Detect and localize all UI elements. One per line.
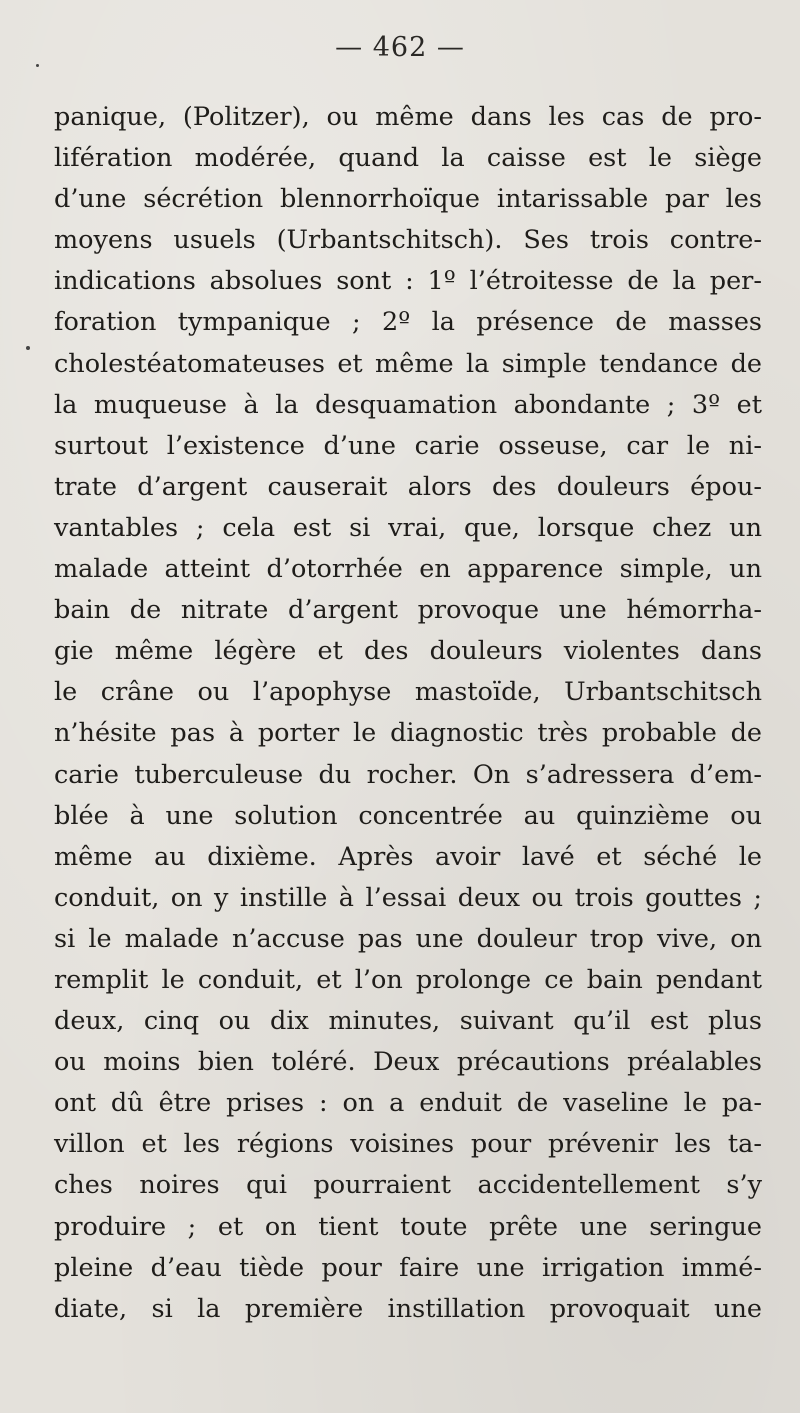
text-line: d’une sécrétion blennorrhoïque intarissable par les xyxy=(54,184,762,215)
text-line: le crâne ou l’apophyse mastoïde, Urbantschitsch xyxy=(54,677,762,708)
text-line: gie même légère et des douleurs violentes dans xyxy=(54,636,762,667)
body-text xyxy=(54,97,762,1330)
text-line: ou moins bien toléré. Deux précautions préalables xyxy=(54,1047,762,1078)
text-line: blée à une solution concentrée au quinzième ou xyxy=(54,800,762,831)
text-line: pleine d’eau tiède pour faire une irrigation immé- xyxy=(54,1252,762,1283)
text-line: trate d’argent causerait alors des douleurs épou- xyxy=(54,471,762,502)
text-line: remplit le conduit, et l’on prolonge ce bain pendant xyxy=(54,964,762,995)
text-line: ches noires qui pourraient accidentellement s’y xyxy=(54,1170,762,1201)
text-line: indications absolues sont : 1º l’étroitesse de la per- xyxy=(54,266,762,297)
text-line: la muqueuse à la desquamation abondante ; 3º et xyxy=(54,389,762,420)
text-line: moyens usuels (Urbantschitsch). Ses trois contre- xyxy=(54,225,762,256)
text-line: bain de nitrate d’argent provoque une hémorrha- xyxy=(54,595,762,626)
text-line: surtout l’existence d’une carie osseuse, car le ni- xyxy=(54,430,762,461)
text-line: foration tympanique ; 2º la présence de masses xyxy=(54,307,762,338)
text-line: si le malade n’accuse pas une douleur trop vive, on xyxy=(54,923,762,954)
text-line: lifération modérée, quand la caisse est le siège xyxy=(54,143,762,174)
text-line: malade atteint d’otorrhée en apparence simple, un xyxy=(54,554,762,585)
text-line: vantables ; cela est si vrai, que, lorsque chez un xyxy=(54,512,762,543)
text-line: conduit, on y instille à l’essai deux ou trois gouttes ; xyxy=(54,882,762,913)
text-line: carie tuberculeuse du rocher. On s’adressera d’em- xyxy=(54,759,762,790)
paper-speck xyxy=(36,64,39,67)
text-line: deux, cinq ou dix minutes, suivant qu’il est plus xyxy=(54,1006,762,1037)
text-line: même au dixième. Après avoir lavé et séché le xyxy=(54,841,762,872)
text-line: produire ; et on tient toute prête une seringue xyxy=(54,1211,762,1242)
text-line: panique, (Politzer), ou même dans les cas de pro- xyxy=(54,102,762,132)
text-line: diate, si la première instillation provoquait une xyxy=(54,1293,762,1324)
text-line: villon et les régions voisines pour prévenir les ta- xyxy=(54,1129,762,1160)
text-line: ont dû être prises : on a enduit de vaseline le pa- xyxy=(54,1088,762,1119)
text-line: n’hésite pas à porter le diagnostic très probable de xyxy=(54,718,762,749)
page-number: — 462 — xyxy=(335,32,465,63)
paper-speck xyxy=(26,346,30,350)
text-line: cholestéatomateuses et même la simple tendance de xyxy=(54,348,762,379)
